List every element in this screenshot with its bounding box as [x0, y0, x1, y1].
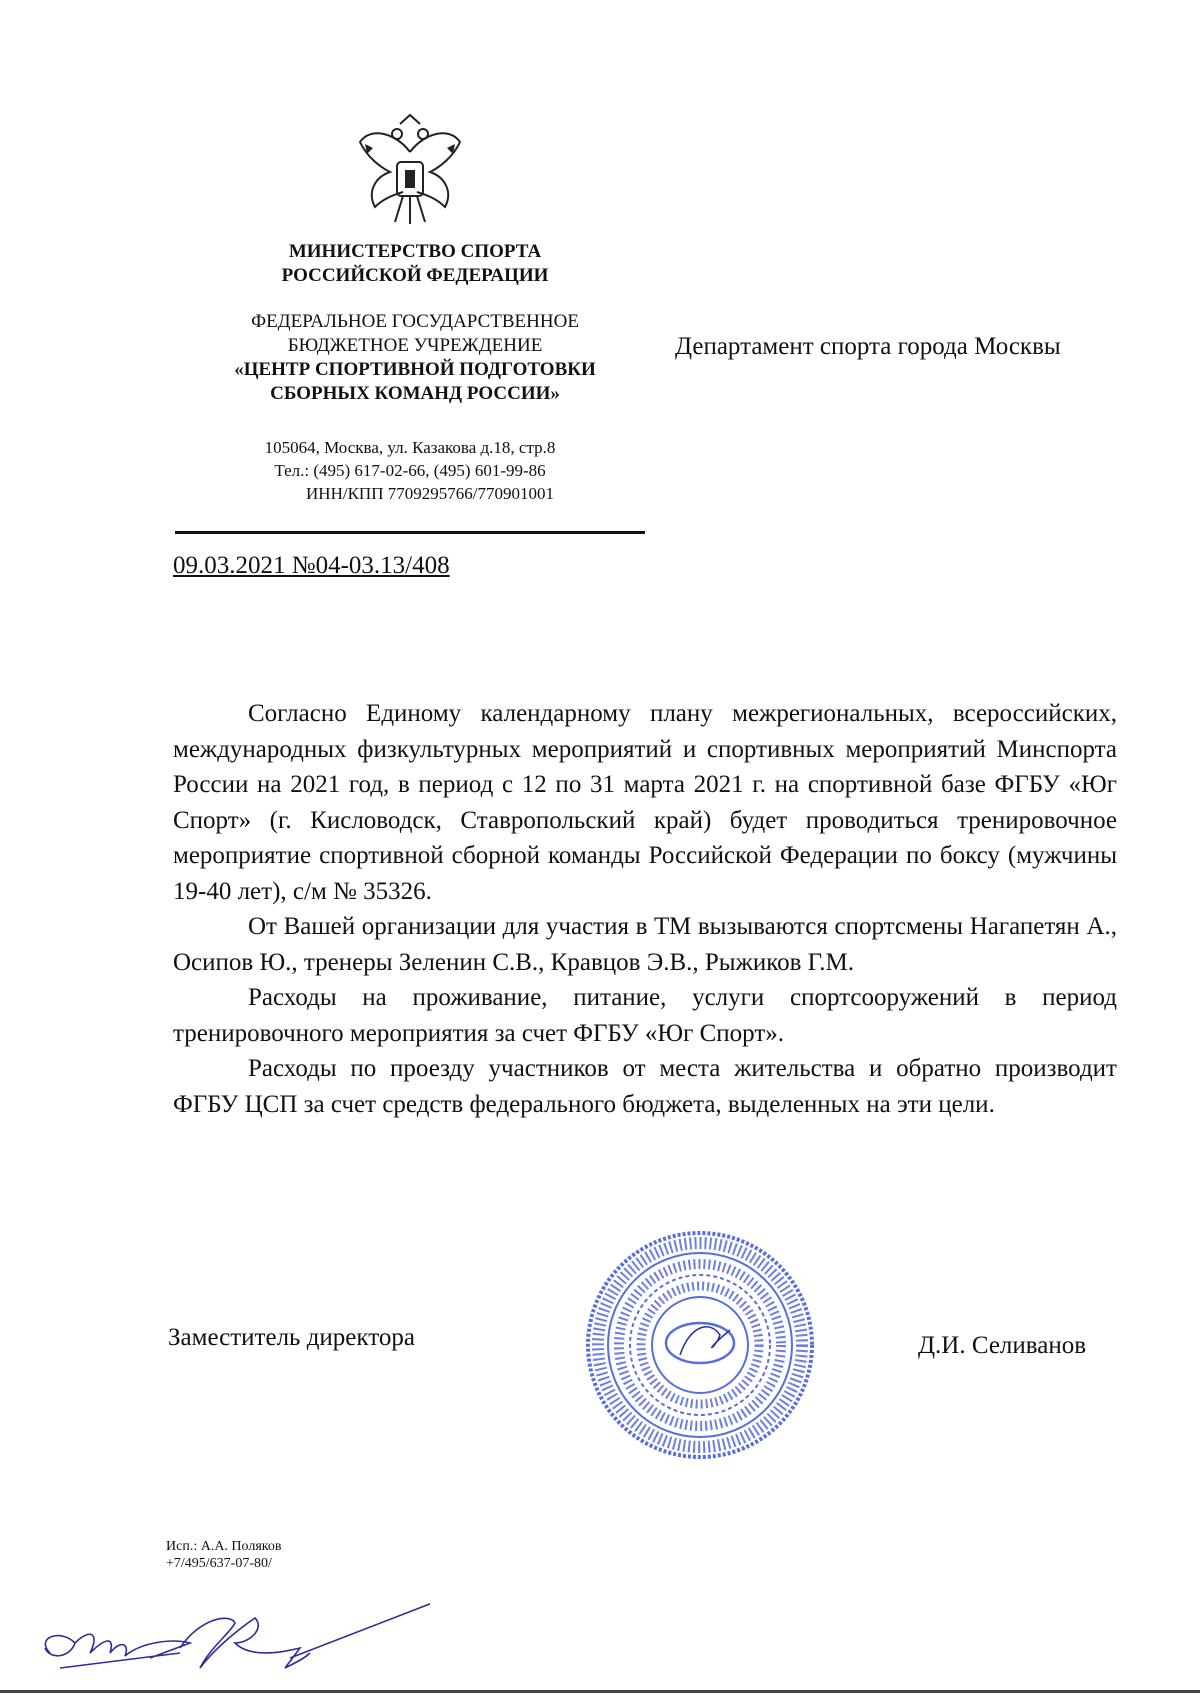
ministry-title: [250, 240, 580, 288]
address: 105064, Москва, ул. Казакова д.18, стр.8: [264, 438, 556, 457]
org-name-line-1: «ЦЕНТР СПОРТИВНОЙ ПОДГОТОВКИ: [234, 359, 596, 380]
official-stamp: [580, 1225, 820, 1465]
paragraph: Расходы по проезду участников от места жительства и обратно производит ФГБУ ЦСП за счет средств федерального бюджета, выделенных на эти цели.: [173, 1055, 1117, 1118]
ministry-line-1: МИНИСТЕРСТВО СПОРТА: [288, 241, 542, 262]
org-name-line-2: СБОРНЫХ КОМАНД РОССИИ»: [270, 383, 560, 404]
paragraph: Расходы на проживание, питание, услуги спортсооружений в период тренировочного мероприятия за счет ФГБУ «Юг Спорт».: [173, 984, 1117, 1047]
reference-number: 09.03.2021 №04-03.13/408: [173, 552, 450, 579]
paragraph: Согласно Единому календарному плану межрегиональных, всероссийских, международных физкультурных мероприятий и спортивных мероприятий Минспорта России на 2021 год, в период с 12 по 31 марта 2021 г. на спортивной базе ФГБУ «Юг Спорт» (г. Кисловодск, Ставропольский край) будет проводиться тренировочное мероприятие спортивной сборной команды Российской Федерации по боксу (мужчины 19-40 лет), с/м № 35326.: [173, 700, 1117, 905]
org-type-line-1: ФЕДЕРАЛЬНОЕ ГОСУДАРСТВЕННОЕ: [251, 311, 579, 332]
paragraph: От Вашей организации для участия в ТМ вызываются спортсмены Нагапетян А., Осипов Ю., тренеры Зеленин С.В., Кравцов Э.В., Рыжиков Г.М.: [173, 913, 1117, 976]
handwritten-signature: [30, 1598, 430, 1688]
letter-body: [173, 696, 1117, 1122]
contact-block: [200, 436, 620, 505]
executor-info: [166, 1538, 281, 1572]
organization-block: [190, 310, 640, 406]
signatory-role: Заместитель директора: [168, 1324, 415, 1351]
executor-name: Исп.: А.А. Поляков: [166, 1539, 282, 1554]
header-divider: [175, 531, 645, 534]
executor-phone: +7/495/637-07-80/: [166, 1556, 272, 1571]
phone: Тел.: (495) 617-02-66, (495) 601-99-86: [274, 461, 546, 480]
recipient: Департамент спорта города Москвы: [675, 333, 1061, 360]
signatory-name: Д.И. Селиванов: [918, 1332, 1087, 1359]
org-type-line-2: БЮДЖЕТНОЕ УЧРЕЖДЕНИЕ: [287, 335, 543, 356]
ministry-line-2: РОССИЙСКОЙ ФЕДЕРАЦИИ: [281, 265, 549, 286]
inn-kpp: ИНН/КПП 7709295766/770901001: [306, 484, 554, 503]
scan-edge: [0, 1690, 1200, 1693]
coat-of-arms-emblem: [355, 112, 465, 237]
